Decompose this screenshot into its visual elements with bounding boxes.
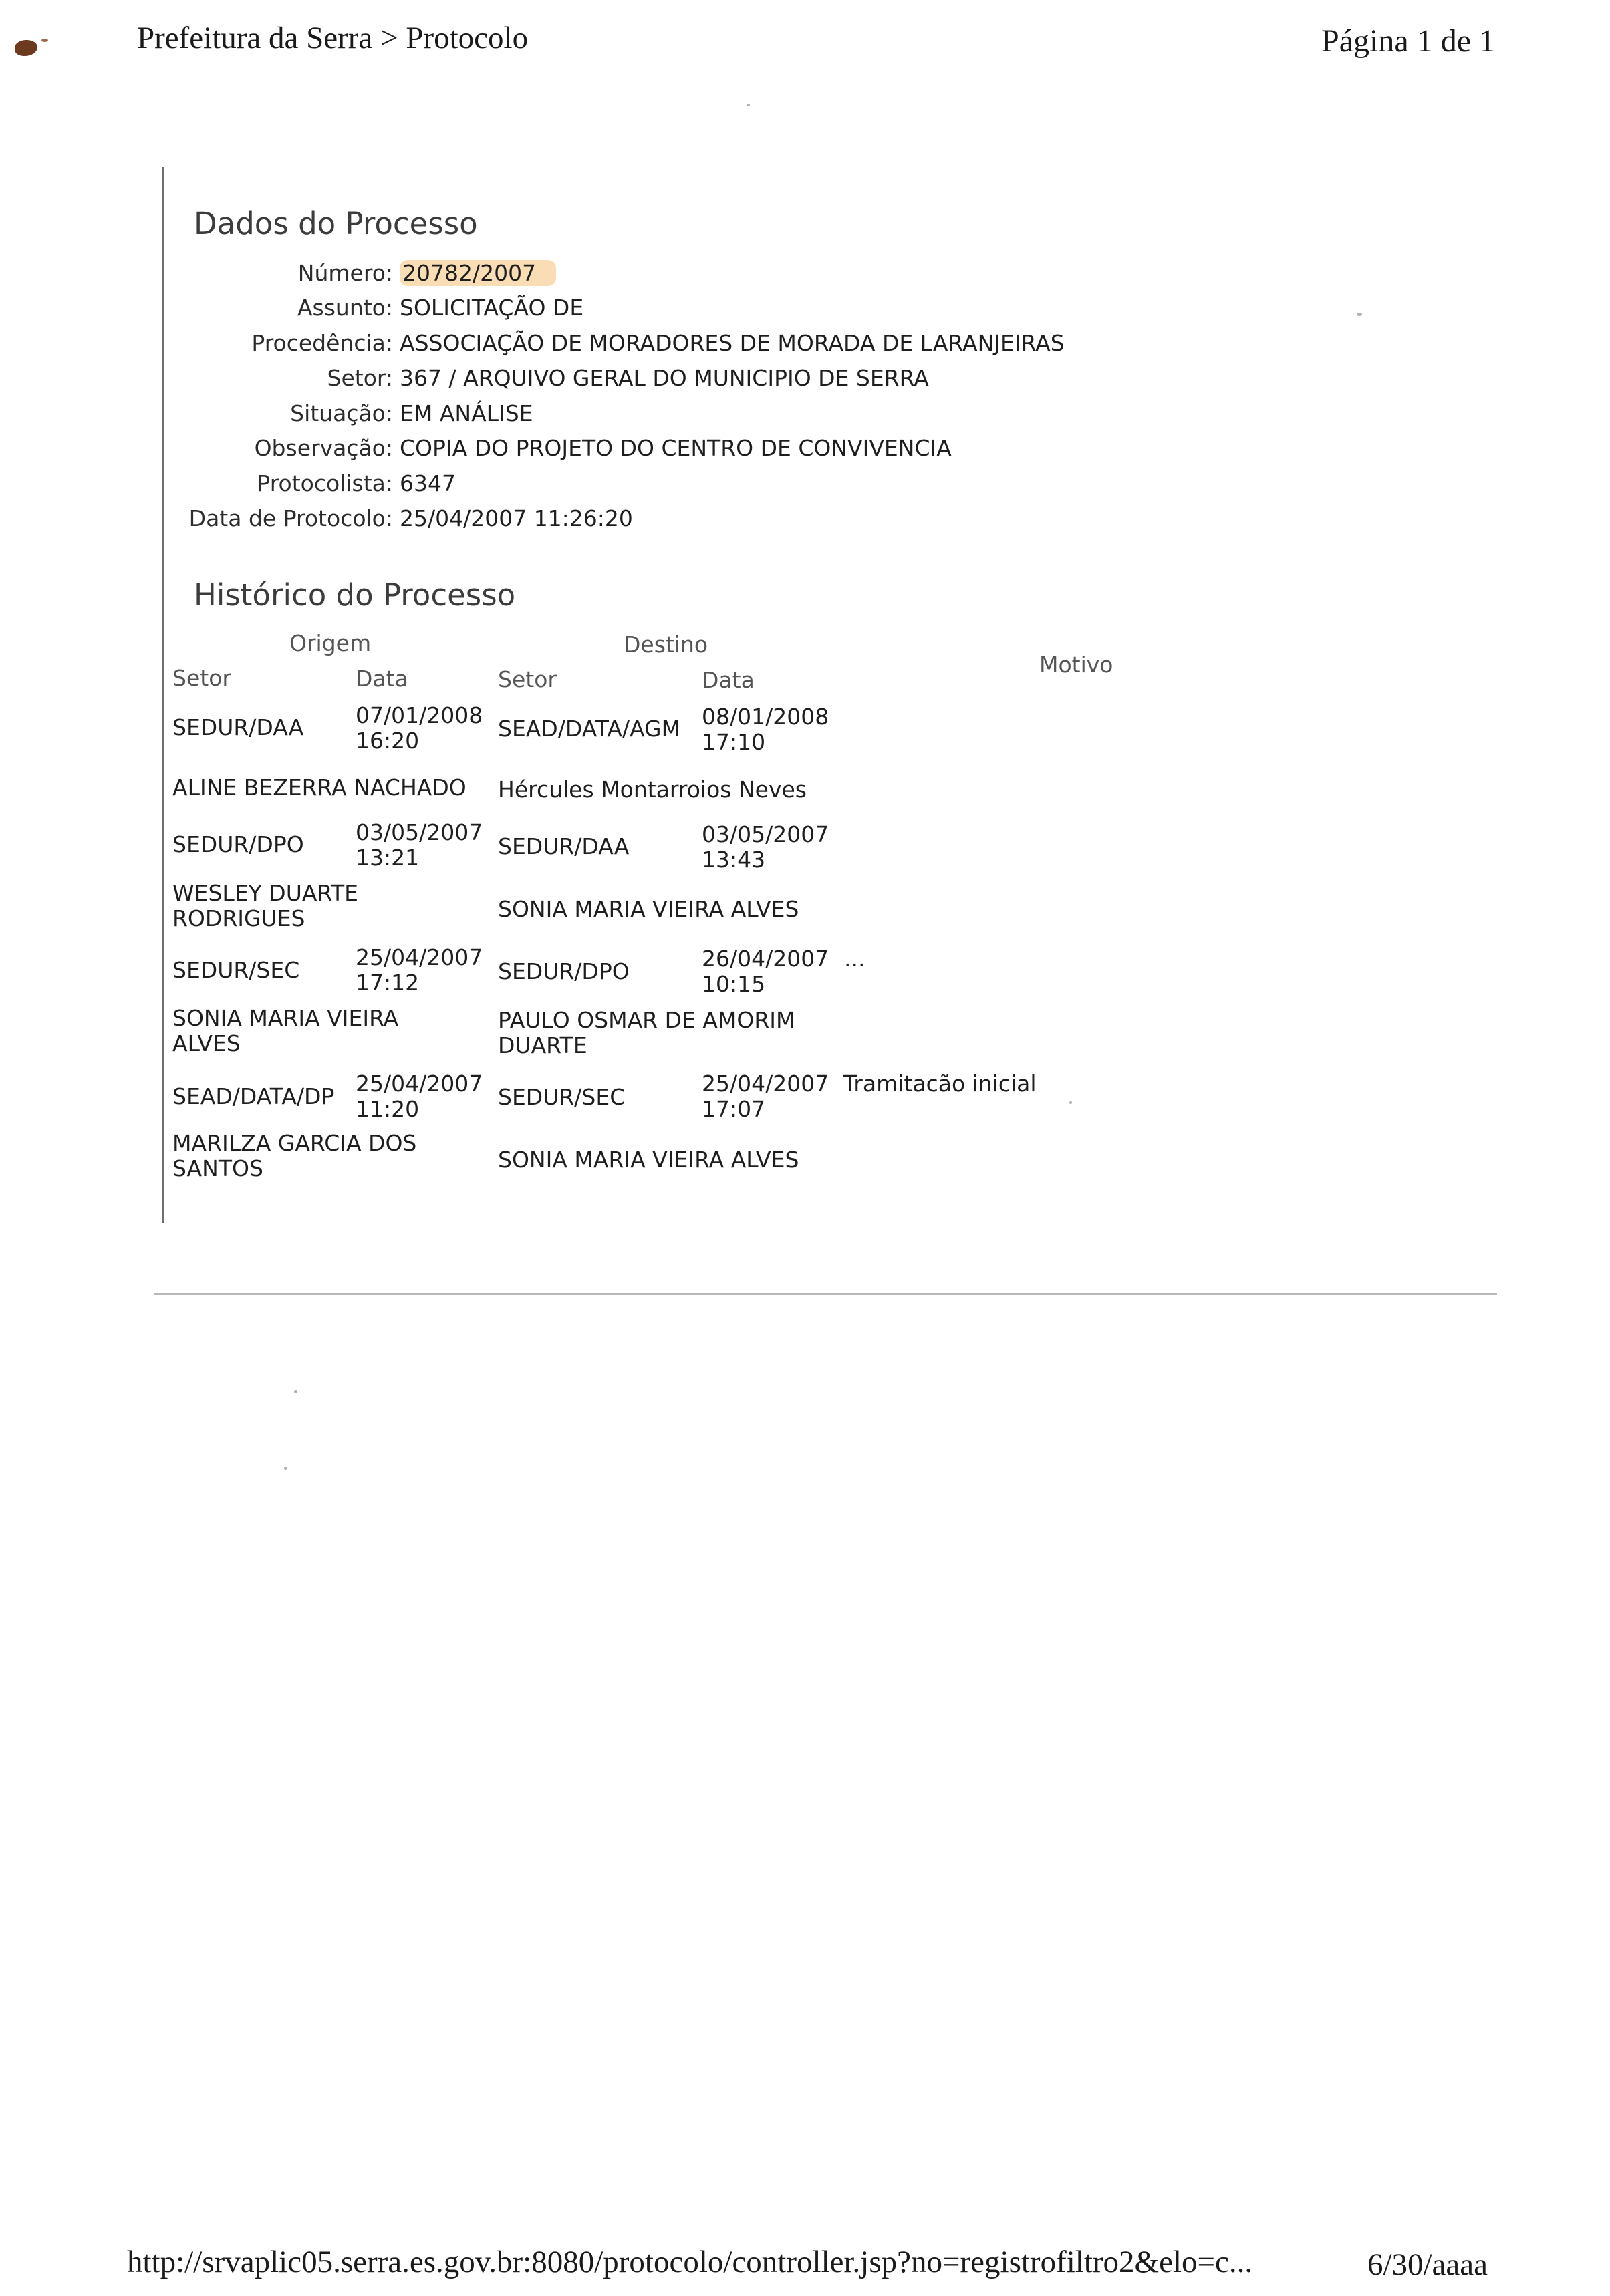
origem-hora: 13:21 bbox=[356, 845, 420, 871]
origem-hora: 16:20 bbox=[356, 728, 420, 754]
detail-label: Número: bbox=[297, 259, 393, 286]
origem-setor: SEDUR/DAA bbox=[172, 714, 304, 740]
origem-data: 03/05/2007 bbox=[356, 819, 483, 845]
detail-row-observacao bbox=[167, 431, 1065, 466]
detail-row-data-protocolo bbox=[167, 501, 1065, 537]
origem-hora: 11:20 bbox=[356, 1096, 420, 1122]
origem-pessoa: ALINE BEZERRA NACHADO bbox=[172, 774, 466, 801]
destino-pessoa: SONIA MARIA VIEIRA ALVES bbox=[498, 1147, 799, 1173]
detail-label: Data de Protocolo: bbox=[188, 505, 393, 532]
origem-pessoa: ALVES bbox=[172, 1030, 241, 1056]
destino-data: 08/01/2008 bbox=[702, 704, 829, 730]
origem-setor: SEAD/DATA/DP bbox=[172, 1083, 335, 1109]
detail-row-assunto bbox=[167, 291, 1065, 326]
frame-left-border bbox=[162, 167, 164, 1223]
destino-data: 03/05/2007 bbox=[702, 821, 829, 847]
destino-hora: 13:43 bbox=[702, 847, 766, 873]
process-details bbox=[167, 255, 1065, 536]
detail-row-setor bbox=[167, 361, 1065, 396]
destino-setor: SEDUR/DAA bbox=[498, 833, 630, 859]
detail-value: 367 / ARQUIVO GERAL DO MUNICIPIO DE SERRA bbox=[400, 365, 929, 392]
motivo-column-header: Motivo bbox=[1039, 652, 1113, 678]
detail-value: EM ANÁLISE bbox=[400, 400, 533, 426]
detail-value: SOLICITAÇÃO DE bbox=[400, 295, 584, 321]
historico-section-title: Histórico do Processo bbox=[194, 577, 516, 613]
ink-stain bbox=[15, 40, 37, 56]
destino-group-header: Destino bbox=[624, 631, 708, 658]
destino-pessoa: PAULO OSMAR DE AMORIM bbox=[498, 1007, 795, 1033]
detail-value bbox=[393, 260, 556, 286]
print-header-breadcrumb: Prefeitura da Serra > Protocolo bbox=[137, 21, 529, 55]
dados-section-title: Dados do Processo bbox=[194, 206, 478, 241]
detail-row-protocolista bbox=[167, 466, 1065, 501]
detail-label: Procedência: bbox=[251, 329, 393, 356]
origem-data: 25/04/2007 bbox=[356, 1070, 483, 1097]
origem-data-column-header: Data bbox=[356, 666, 408, 692]
destino-data: 25/04/2007 bbox=[702, 1070, 829, 1097]
scan-speck bbox=[1357, 313, 1362, 316]
destino-setor: SEAD/DATA/AGM bbox=[498, 716, 681, 742]
origem-pessoa: SONIA MARIA VIEIRA bbox=[172, 1005, 399, 1031]
destino-hora: 17:07 bbox=[702, 1096, 766, 1122]
detail-row-procedencia bbox=[167, 325, 1065, 361]
origem-data: 07/01/2008 bbox=[356, 702, 483, 728]
origem-group-header: Origem bbox=[289, 630, 372, 656]
destino-setor: SEDUR/DPO bbox=[498, 958, 630, 984]
destino-pessoa: DUARTE bbox=[498, 1032, 587, 1058]
detail-value: COPIA DO PROJETO DO CENTRO DE CONVIVENCIA bbox=[400, 435, 952, 462]
origem-data: 25/04/2007 bbox=[356, 944, 483, 970]
destino-hora: 10:15 bbox=[702, 971, 766, 997]
detail-label: Assunto: bbox=[297, 295, 393, 321]
origem-pessoa: SANTOS bbox=[172, 1155, 263, 1181]
destino-hora: 17:10 bbox=[702, 729, 766, 755]
origem-pessoa: RODRIGUES bbox=[172, 905, 305, 931]
origem-setor-column-header: Setor bbox=[172, 665, 231, 691]
detail-label: Situação: bbox=[290, 400, 393, 426]
detail-value: ASSOCIAÇÃO DE MORADORES DE MORADA DE LARANJEIRAS bbox=[400, 329, 1065, 356]
print-header-page-info: Página 1 de 1 bbox=[1321, 23, 1495, 59]
destino-pessoa: SONIA MARIA VIEIRA ALVES bbox=[498, 896, 799, 922]
scan-speck bbox=[1069, 1101, 1072, 1104]
origem-setor: SEDUR/DPO bbox=[172, 831, 304, 857]
detail-label: Protocolista: bbox=[257, 470, 393, 496]
origem-setor: SEDUR/SEC bbox=[172, 957, 300, 983]
numero-value: 20782/2007 bbox=[400, 260, 556, 286]
print-footer-date: 6/30/aaaa bbox=[1367, 2247, 1488, 2282]
destino-setor-column-header: Setor bbox=[498, 666, 557, 692]
scan-speck bbox=[747, 104, 750, 106]
detail-label: Setor: bbox=[327, 365, 393, 392]
destino-data-column-header: Data bbox=[702, 667, 755, 693]
scan-speck bbox=[284, 1467, 287, 1470]
scan-speck bbox=[294, 1390, 297, 1393]
ink-stain bbox=[41, 39, 48, 42]
detail-value: 25/04/2007 11:26:20 bbox=[400, 505, 633, 532]
origem-hora: 17:12 bbox=[356, 970, 420, 996]
detail-value: 6347 bbox=[400, 470, 456, 496]
destino-data: 26/04/2007 bbox=[702, 946, 829, 972]
detail-row-numero bbox=[167, 255, 1065, 291]
frame-bottom-border bbox=[154, 1293, 1497, 1295]
origem-pessoa: MARILZA GARCIA DOS bbox=[172, 1130, 417, 1156]
origem-pessoa: WESLEY DUARTE bbox=[172, 880, 358, 906]
motivo-ellipsis: ... bbox=[844, 946, 865, 972]
detail-label: Observação: bbox=[254, 435, 393, 462]
destino-setor: SEDUR/SEC bbox=[498, 1084, 626, 1110]
detail-row-situacao bbox=[167, 396, 1065, 431]
motivo-text: Tramitacão inicial bbox=[843, 1070, 1037, 1097]
destino-pessoa: Hércules Montarroios Neves bbox=[498, 776, 807, 803]
print-footer-url: http://srvaplic05.serra.es.gov.br:8080/protocolo/controller.jsp?no=registrofiltro2&elo=c... bbox=[127, 2245, 1253, 2279]
